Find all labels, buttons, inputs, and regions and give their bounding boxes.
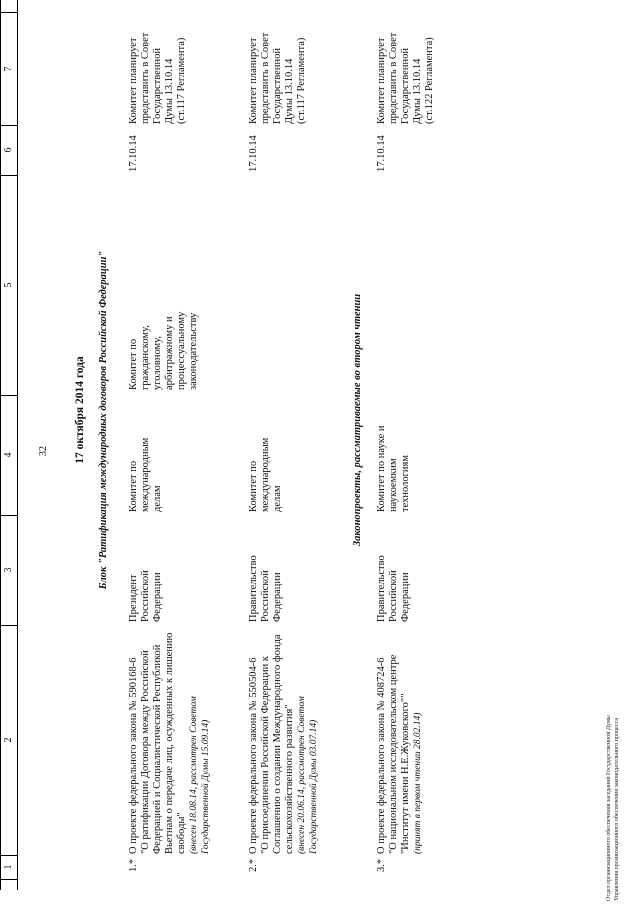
table-header — [0, 0, 18, 890]
row-title: О проекте федерального закона № 550504-6 "О присоединении Российской Федерации к Соглашению о создании Международного фонда сельскохозяйственного развития" — [248, 634, 295, 854]
block-heading: Блок "Ратификация международных договоров Российской Федерации" — [98, 250, 109, 590]
footer-line-2: Управления организационного обеспечения законодательного процесса — [614, 717, 620, 901]
row-title-block — [128, 629, 212, 854]
date-heading: 17 октября 2014 года — [74, 356, 86, 464]
footer-line-1: Отдел организационного обеспечения заседаний Государственной Думы — [606, 715, 612, 901]
column-number-7: 7 — [1, 12, 17, 126]
row-committee: Комитет по международным делам — [128, 437, 163, 512]
column-number-3: 3 — [1, 515, 17, 626]
row-date: 17.10.14 — [128, 135, 139, 172]
row-number: 1.* — [128, 858, 139, 872]
row-initiator: Правительство Российской Федерации — [376, 555, 411, 622]
row-number: 3.* — [376, 858, 387, 872]
column-number-2: 2 — [1, 625, 17, 856]
row-action: Комитет планирует представить в Совет Государственной Думы 13.10.14 (ст.117 Регламента) — [128, 32, 187, 124]
column-number-5: 5 — [1, 175, 17, 396]
page-number: 32 — [38, 446, 49, 456]
row-title: О проекте федерального закона № 590168-6 "О ратификации Договора между Российской Федерацией и Социалистической Республикой Вьетнам о передаче лиц, осужденных к лишению свободы" — [128, 632, 187, 854]
row-committee: Комитет по науке и наукоемким технологиям — [376, 425, 411, 512]
row-committee: Комитет по международным делам — [248, 437, 283, 512]
row-date: 17.10.14 — [248, 135, 259, 172]
column-number-4: 4 — [1, 395, 17, 516]
row-initiator: Президент Российской Федерации — [128, 570, 163, 622]
row-title-block — [376, 629, 424, 854]
row-action: Комитет планирует представить в Совет Государственной Думы 13.10.14 (ст.122 Регламента) — [376, 32, 435, 124]
section-heading-second-reading: Законопроекты, рассматриваемые во втором чтении — [352, 293, 363, 547]
row-action: Комитет планирует представить в Совет Государственной Думы 13.10.14 (ст.117 Регламента) — [248, 32, 307, 124]
column-number-1: 1 — [1, 855, 17, 880]
row-title-block — [248, 629, 320, 854]
column-number-6: 6 — [1, 125, 17, 176]
row-initiator: Правительство Российской Федерации — [248, 555, 283, 622]
row-co-committee: Комитет по гражданскому, уголовному, арбитражному и процессуальному законодательству — [128, 311, 199, 390]
row-note: (внесен 18.08.14, рассмотрен Советом Государственной Думы 15.09.14) — [189, 696, 211, 854]
row-number: 2.* — [248, 858, 259, 872]
row-date: 17.10.14 — [376, 135, 387, 172]
row-note: (внесен 20.06.14, рассмотрен Советом Государственной Думы 03.07.14) — [297, 696, 319, 854]
row-title: О проекте федерального закона № 408724-6 "О национальном исследовательском центре "Институт имени Н.Е.Жуковского"" — [376, 654, 411, 854]
row-note: (принят в первом чтении 28.02.14) — [413, 712, 423, 854]
